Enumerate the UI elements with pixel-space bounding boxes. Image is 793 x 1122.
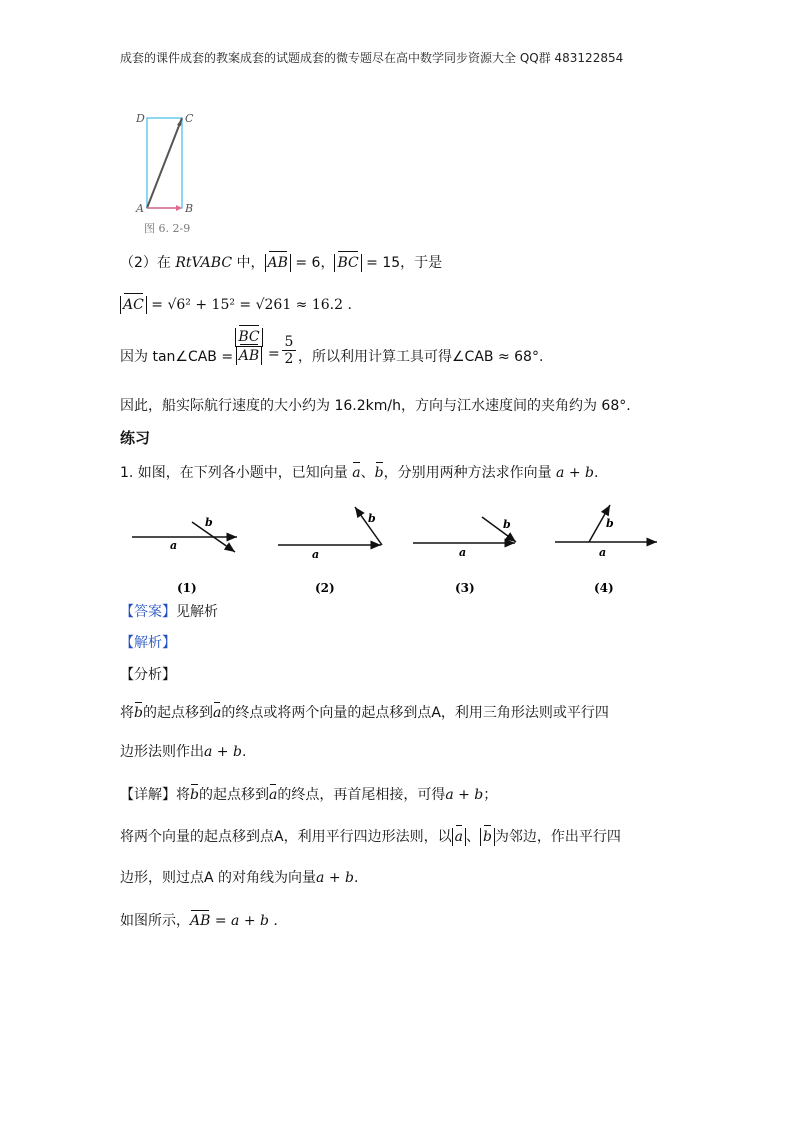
diagram-1-label-b: b [205, 516, 213, 529]
diagram-4-label-a: a [599, 546, 607, 559]
norm-b [480, 828, 495, 846]
detail-l1-a: 将 [176, 787, 190, 803]
vec-b: b [374, 465, 384, 481]
q1-text-a: 1. 如图，在下列各小题中，已知向量 [120, 465, 348, 481]
fenxi-l1-b: 的起点移到 [142, 705, 213, 721]
vector-bc-num: BC [238, 329, 260, 345]
detail-line2 [120, 826, 621, 846]
detail-l2-b: 为邻边，作出平行四 [494, 829, 621, 845]
ac-computation: = √6² + 15² = √261 ≈ 16.2 . [151, 297, 352, 313]
page-header: 成套的课件成套的教案成套的试题成套的微专题尽在高中数学同步资源大全 QQ群 483122854 [120, 51, 624, 65]
diagram-1 [132, 516, 237, 595]
diagram-1-caption: (1) [177, 581, 197, 595]
q1-text-b: ，分别用两种方法求作向量 [383, 465, 552, 481]
vec-a: a [352, 465, 361, 481]
diagram-2-label-a: a [312, 548, 320, 561]
part2-conclusion: 因此，船实际航行速度的大小约为 16.2km/h，方向与江水速度间的夹角约为 68°. [120, 398, 631, 414]
detail-l3-b: . [353, 870, 359, 886]
detail-sum: a + b [445, 787, 484, 803]
detail-l1-b: 的起点移到 [198, 787, 269, 803]
analysis-tag: 【解析】 [120, 635, 176, 651]
norm-ac [120, 296, 147, 314]
detail-vec-ab: AB [190, 913, 211, 929]
detail-line3 [120, 867, 358, 887]
frac-eq: = [268, 346, 280, 362]
detail-l1-d: ； [483, 787, 498, 803]
detail-l4-a: 如图所示， [120, 913, 190, 929]
fraction-five-two [282, 334, 296, 367]
vector-ab: AB [267, 255, 288, 271]
detail-l2-a: 将两个向量的起点移到点A，利用平行四边形法则，以 [120, 829, 452, 845]
fenxi-l2-b: . [241, 744, 247, 760]
detail-norm-a: a [454, 829, 463, 845]
answer-text: 见解析 [176, 604, 218, 620]
diagram-3-vector-b [482, 517, 516, 542]
diagram-4-caption: (4) [594, 581, 614, 595]
vector-ac: AC [123, 297, 144, 313]
detail-line4 [120, 910, 278, 930]
fenxi-l1-a: 将 [120, 705, 134, 721]
diagram-4-label-b: b [606, 517, 614, 530]
detail-tag: 【详解】 [120, 787, 176, 803]
part2-line2 [120, 296, 352, 314]
fenxi-sum: a + b [204, 744, 242, 760]
detail-norm-b: b [482, 829, 492, 845]
norm-bc [334, 254, 361, 272]
answer-line [120, 601, 218, 621]
arrow-b-icon [176, 205, 182, 211]
fenxi-l1-c: 的终点或将两个向量的起点移到点A，利用三角形法则或平行四 [221, 705, 609, 721]
detail-vec-b: b [190, 787, 199, 803]
detail-l3-a: 边形，则过点A 的对角线为向量 [120, 870, 317, 886]
diagram-2 [278, 507, 382, 595]
fenxi-vec-a: a [212, 705, 222, 721]
frac-two: 2 [284, 351, 294, 367]
vector-diagrams [125, 500, 670, 600]
figure-rectangle [130, 108, 210, 238]
part2-prefix: （2）在 [120, 255, 176, 271]
diagram-3-caption: (3) [455, 581, 475, 595]
angle-result: ，所以利用计算工具可得∠CAB ≈ 68°. [298, 349, 544, 365]
fenxi-tag: 【分析】 [120, 667, 176, 683]
fraction-vectors [234, 328, 264, 365]
diagram-1-label-a: a [170, 539, 178, 552]
triangle-name: RtVABC [175, 255, 233, 271]
arrow-c-icon [177, 118, 182, 126]
diagram-3 [413, 517, 516, 595]
diagram-2-caption: (2) [315, 581, 335, 595]
fenxi-line1 [120, 702, 609, 722]
diagonal-ac [147, 118, 182, 208]
part2-line3 [120, 346, 233, 366]
answer-tag: 【答案】 [120, 604, 176, 620]
fenxi-line2 [120, 741, 246, 761]
diagram-2-label-b: b [368, 512, 376, 525]
q1-line [120, 462, 598, 482]
part2-line1 [120, 252, 442, 272]
diagram-3-label-a: a [459, 546, 467, 559]
practice-title: 练习 [120, 429, 151, 447]
label-b: B [185, 202, 194, 215]
diagram-3-label-b: b [503, 518, 511, 531]
frac-five: 5 [282, 334, 296, 351]
norm-ab [265, 254, 291, 272]
label-d: D [136, 112, 145, 125]
fenxi-vec-b: b [134, 705, 143, 721]
detail-vec-a: a [268, 787, 278, 803]
detail-l4-b: = a + b . [210, 913, 278, 929]
q1-sep: 、 [360, 465, 375, 481]
label-a: A [136, 202, 144, 215]
norm-a [452, 828, 466, 846]
q1-end: . [594, 465, 599, 481]
detail-sep: 、 [465, 829, 480, 845]
detail-l3-sum: a + b [316, 870, 354, 886]
figure-caption: 图 6. 2-9 [144, 222, 191, 235]
fenxi-l2-a: 边形法则作出 [120, 744, 204, 760]
tan-prefix: 因为 tan∠CAB = [120, 349, 234, 365]
value-15: = 15，于是 [361, 255, 443, 271]
diagram-4 [555, 505, 657, 595]
label-c: C [185, 112, 194, 125]
detail-l1-c: 的终点，再首尾相接，可得 [277, 787, 446, 803]
part2-mid: 中， [232, 255, 265, 271]
vector-bc: BC [337, 255, 359, 271]
vector-ab-den: AB [238, 348, 260, 364]
detail-line1 [120, 784, 497, 804]
vec-sum: a + b [556, 465, 594, 481]
frac-den [236, 347, 262, 365]
value-6: = 6， [290, 255, 335, 271]
